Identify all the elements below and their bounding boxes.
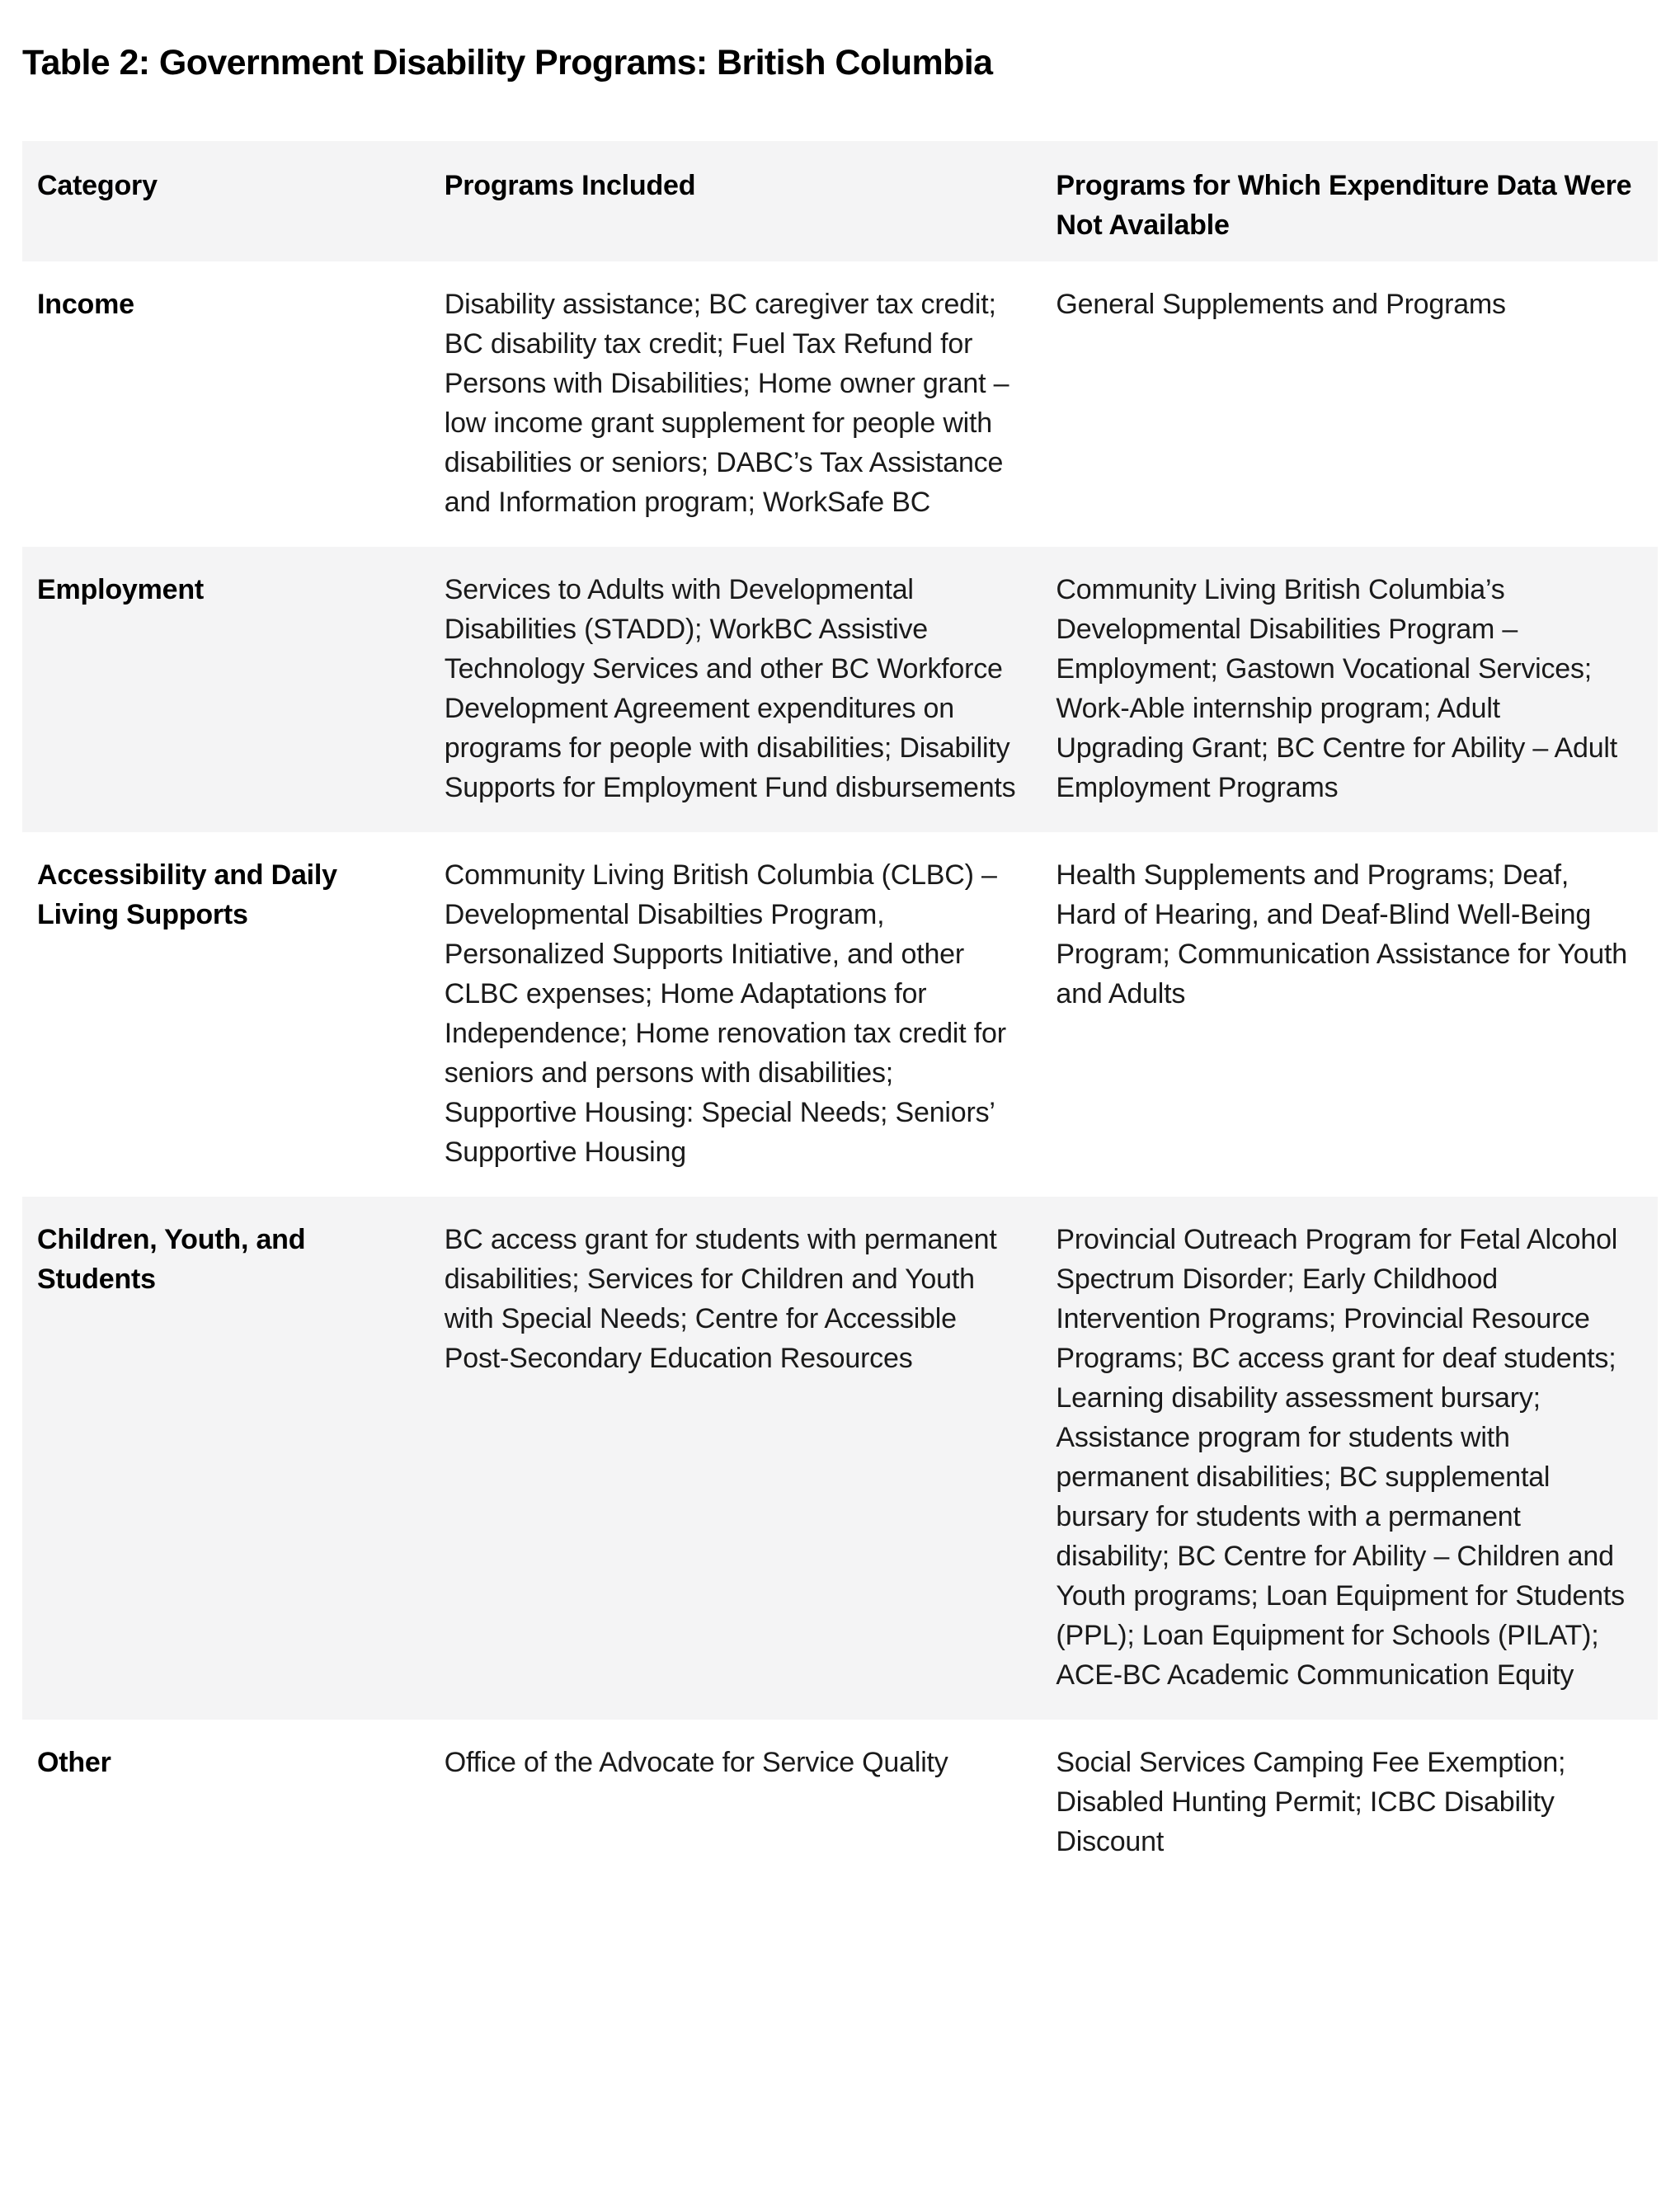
- expenditure-unavailable-cell: Community Living British Columbia’s Developmental Disabilities Program – Employment; Gastown Vocational Services; Work-Able internship program; Adult Upgrading Grant; BC Centre for Ability – Adult Employment Programs: [1056, 574, 1618, 804]
- expenditure-unavailable-cell: Health Supplements and Programs; Deaf, Hard of Hearing, and Deaf-Blind Well-Being Program; Communication Assistance for Youth and Adults: [1056, 859, 1627, 1010]
- row-category-label: Employment: [37, 574, 205, 606]
- table-row-accessibility-daily-living: [22, 832, 1658, 1197]
- column-header-programs-included: Programs Included: [430, 141, 1042, 261]
- row-category-label: Income: [37, 289, 134, 321]
- programs-included-cell: BC access grant for students with permanent disabilities; Services for Children and Youth with Special Needs; Centre for Accessible Post-Secondary Education Resources: [444, 1224, 997, 1375]
- table-row-employment: [22, 547, 1658, 832]
- disability-programs-table: [22, 141, 1658, 1886]
- programs-included-cell: Office of the Advocate for Service Quality: [444, 1747, 948, 1779]
- row-category-label: Accessibility and Daily Living Supports: [37, 859, 337, 931]
- page-title: Table 2: Government Disability Programs: British Columbia: [22, 43, 993, 82]
- expenditure-unavailable-cell: Social Services Camping Fee Exemption; Disabled Hunting Permit; ICBC Disability Discount: [1056, 1747, 1566, 1858]
- expenditure-unavailable-cell: Provincial Outreach Program for Fetal Alcohol Spectrum Disorder; Early Childhood Intervention Programs; Provincial Resource Programs; BC access grant for deaf students; Learning disability assessment bursary; Assistance program for students with permanent disabilities; BC supplemental bursary for students with a permanent disability; BC Centre for Ability – Children and Youth programs; Loan Equipment for Students (PPL); Loan Equipment for Schools (PILAT); ACE-BC Academic Communication Equity: [1056, 1224, 1625, 1692]
- row-category-label: Other: [37, 1747, 111, 1779]
- table-row-income: [22, 261, 1658, 547]
- table-row-children-youth-students: [22, 1197, 1658, 1720]
- row-category-label: Children, Youth, and Students: [37, 1224, 306, 1296]
- column-header-category: Category: [22, 141, 430, 261]
- expenditure-unavailable-cell: General Supplements and Programs: [1056, 289, 1506, 321]
- programs-included-cell: Community Living British Columbia (CLBC) – Developmental Disabilties Program, Personalized Supports Initiative, and other CLBC expenses; Home Adaptations for Independence; Home renovation tax credit for seniors and persons with disabilities; Supportive Housing: Special Needs; Seniors’ Supportive Housing: [444, 859, 1006, 1169]
- table-row-other: [22, 1720, 1658, 1886]
- programs-included-cell: Disability assistance; BC caregiver tax credit; BC disability tax credit; Fuel Tax Refund for Persons with Disabilities; Home owner grant – low income grant supplement for people with disabilities or seniors; DABC’s Tax Assistance and Information program; WorkSafe BC: [444, 289, 1009, 519]
- column-header-expenditure-data-not-available: Programs for Which Expenditure Data Were Not Available: [1041, 141, 1658, 261]
- table-header-row: [22, 141, 1658, 261]
- programs-included-cell: Services to Adults with Developmental Disabilities (STADD); WorkBC Assistive Technology Services and other BC Workforce Development Agreement expenditures on programs for people with disabilities; Disability Supports for Employment Fund disbursements: [444, 574, 1016, 804]
- document-page: [0, 43, 1680, 1886]
